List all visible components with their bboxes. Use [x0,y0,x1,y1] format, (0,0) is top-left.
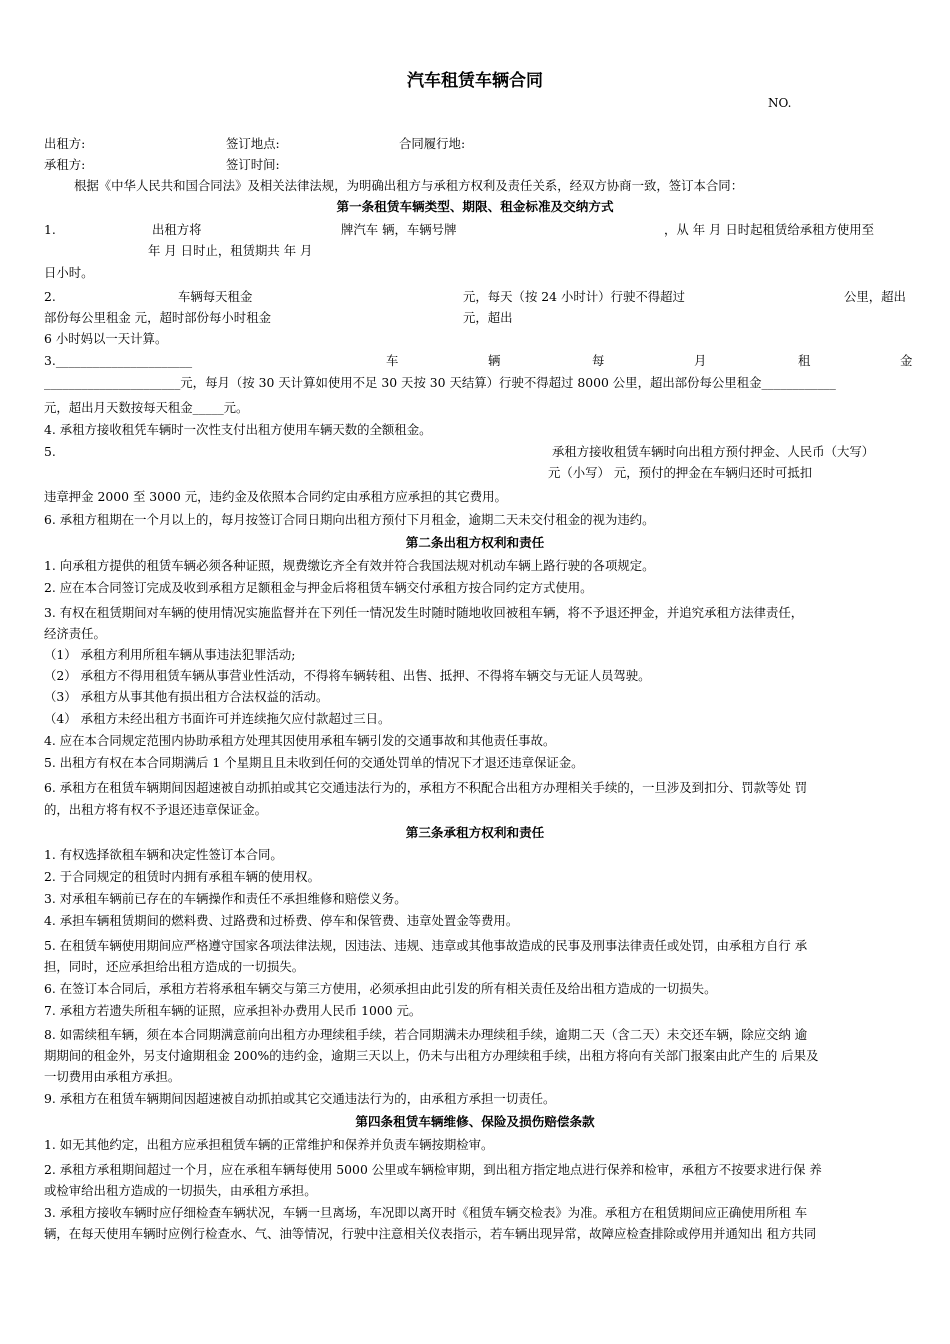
art1-item2-part-f: 6 小时妈以一天计算。 [44,331,168,346]
art2-item1: 1. 向承租方提供的租赁车辆必须各种证照，规费缴讫齐全有效并符合我国法规对机动车辆上路行驶的各项规定。 [44,558,655,573]
contract-number-label: NO. [768,96,792,110]
art3-item9: 9. 承租方在租赁车辆期间因超速被自动抓拍或其它交通违法行为的，由承租方承担一切责任。 [44,1091,556,1106]
art2-sub2: （2） 承租方不得用租赁车辆从事营业性活动，不得将车辆转租、出售、抵押、不得将车辆交与无证人员驾驶。 [44,668,651,683]
sign-place-label: 签订地点: [226,136,280,151]
preamble: 根据《中华人民共和国合同法》及相关法律法规，为明确出租方与承租方权利及责任关系，经双方协商一致，签订本合同： [74,178,744,193]
art2-item3-line-b: 经济责任。 [44,626,106,641]
art1-item2-part-a: 车辆每天租金 [178,289,253,304]
art1-item1-part-a: 出租方将 [152,222,202,237]
art3-item1: 1. 有权选择欲租车辆和决定性签订本合同。 [44,847,283,862]
art4-item1: 1. 如无其他约定，出租方应承担租赁车辆的正常维护和保养并负责车辆按期检审。 [44,1137,494,1152]
art3-item5-line-a: 5. 在租赁车辆使用期间应严格遵守国家各项法律法规，因违法、违规、违章或其他事故造成的民事及刑事法律责任或处罚，由承租方自行 承 [44,938,808,953]
art1-item5-part-b: 元（小写） 元，预付的押金在车辆归还时可抵扣 [548,465,813,480]
art1-item1-number: 1. [44,222,56,237]
art1-item1-part-e: 日小时。 [44,265,94,280]
art2-item6-line-a: 6. 承租方在租赁车辆期间因超速被自动抓拍或其它交通违法行为的，承租方不积配合出租方办理相关手续的，一旦涉及到扣分、罚款等处 罚 [44,780,808,795]
art3-item5-line-b: 担，同时，还应承担给出租方造成的一切损失。 [44,959,305,974]
art1-item3-word-1: 车 [386,353,399,368]
art1-item3-part-a: 3.______________________ [44,353,193,368]
art1-item3-word-4: 月 [694,353,707,368]
art4-item2-line-a: 2. 承租方承租期间超过一个月，应在承租车辆每使用 5000 公里或车辆检审期，到出租方指定地点进行保养和检审，承租方不按要求进行保 养 [44,1162,822,1177]
art1-item3-word-2: 辆 [488,353,501,368]
article-4-heading: 第四条租赁车辆维修、保险及损伤赔偿条款 [355,1114,595,1129]
art1-item3-word-3: 每 [592,353,605,368]
art1-item5-part-a: 承租方接收租赁车辆时向出租方预付押金、人民币（大写） [552,444,875,459]
art2-item5: 5. 出租方有权在本合同期满后 1 个星期且且未收到任何的交通处罚单的情况下才退还违章保证金。 [44,755,584,770]
art1-item3-part-b: ______________________元，每月（按 30 天计算如使用不足 30 天按 30 天结算）行驶不得超过 8000 公里，超出部份每公里租金____________ [44,375,836,390]
art3-item8-line-b: 期期间的租金外，另支付逾期租金 200%的违约金，逾期三天以上，仍未与出租方办理续租手续，出租方将向有关部门报案由此产生的 后果及 [44,1048,819,1063]
art1-item2-part-e: 元，超出 [463,310,513,325]
document-title: 汽车租赁车辆合同 [407,71,543,91]
art4-item3-line-b: 辆，在每天使用车辆时应例行检查水、气、油等情况，行驶中注意相关仪表指示，若车辆出现异常，故障应检查排除或停用并通知出 租方共同 [44,1226,817,1241]
lessee-label: 承租方: [44,157,86,172]
art3-item6: 6. 在签订本合同后，承租方若将承租车辆交与第三方使用，必须承担由此引发的所有相关责任及给出租方造成的一切损失。 [44,981,717,996]
perform-place-label: 合同履行地: [399,136,466,151]
art2-sub1: （1） 承租方利用所租车辆从事违法犯罪活动; [44,647,296,662]
art2-item2: 2. 应在本合同签订完成及收到承租方足额租金与押金后将租赁车辆交付承租方按合同约定方式使用。 [44,580,593,595]
art1-item3-word-5: 租 [798,353,811,368]
art4-item3-line-a: 3. 承租方接收车辆时应仔细检查车辆状况，车辆一旦离场，车况即以离开时《租赁车辆交检表》为准。承租方在租赁期间应正确使用所租 车 [44,1205,808,1220]
art2-sub3: （3） 承租方从事其他有损出租方合法权益的活动。 [44,689,329,704]
art1-item5-part-c: 违章押金 2000 至 3000 元，违约金及依照本合同约定由承租方应承担的其它费用。 [44,489,507,504]
art3-item7: 7. 承租方若遗失所租车辆的证照，应承担补办费用人民币 1000 元。 [44,1003,422,1018]
sign-time-label: 签订时间: [226,157,280,172]
art3-item2: 2. 于合同规定的租赁时内拥有承租车辆的使用权。 [44,869,320,884]
art1-item2-part-b: 元，每天（按 24 小时计）行驶不得超过 [463,289,685,304]
art3-item8-line-a: 8. 如需续租车辆，须在本合同期满意前向出租方办理续租手续，若合同期满未办理续租手续，逾期二天（含二天）未交还车辆，除应交纳 逾 [44,1027,808,1042]
art1-item3-word-6: 金 [900,353,913,368]
article-2-heading: 第二条出租方权利和责任 [405,535,545,550]
art1-item5-number: 5. [44,444,56,459]
art2-item4: 4. 应在本合同规定范围内协助承租方处理其因使用承租车辆引发的交通事故和其他责任事故。 [44,733,556,748]
article-3-heading: 第三条承租方权利和责任 [405,825,545,840]
art1-item1-part-b: 牌汽车 辆，车辆号牌 [341,222,457,237]
art1-item2-part-d: 部份每公里租金 元，超时部份每小时租金 [44,310,271,325]
art2-item6-line-b: 的，出租方将有权不予退还违章保证金。 [44,802,268,817]
art2-sub4: （4） 承租方未经出租方书面许可并连续拖欠应付款超过三日。 [44,711,391,726]
lessor-label: 出租方: [44,136,86,151]
art3-item8-line-c: 一切费用由承租方承担。 [44,1069,181,1084]
art4-item2-line-b: 或检审给出租方造成的一切损失，由承租方承担。 [44,1183,317,1198]
art1-item1-part-c: ，从 年 月 日时起租赁给承租方使用至 [664,222,875,237]
art3-item4: 4. 承担车辆租赁期间的燃料费、过路费和过桥费、停车和保管费、违章处置金等费用。 [44,913,519,928]
art1-item1-part-d: 年 月 日时止，租赁期共 年 月 [148,243,313,258]
art1-item6: 6. 承租方租期在一个月以上的，每月按签订合同日期向出租方预付下月租金，逾期二天未交付租金的视为违约。 [44,512,655,527]
article-1-heading: 第一条租赁车辆类型、期限、租金标准及交纳方式 [336,199,614,214]
art1-item2-part-c: 公里，超出 [844,289,906,304]
art2-item3-line-a: 3. 有权在租赁期间对车辆的使用情况实施监督并在下列任一情况发生时随时随地收回被租车辆，将不予退还押金，并追究承租方法律责任， [44,605,804,620]
art3-item3: 3. 对承租车辆前已存在的车辆操作和责任不承担维修和赔偿义务。 [44,891,407,906]
art1-item2-number: 2. [44,289,56,304]
art1-item3-part-c: 元，超出月天数按每天租金_____元。 [44,400,249,415]
art1-item4: 4. 承租方接收租凭车辆时一次性支付出租方使用车辆天数的全额租金。 [44,422,432,437]
